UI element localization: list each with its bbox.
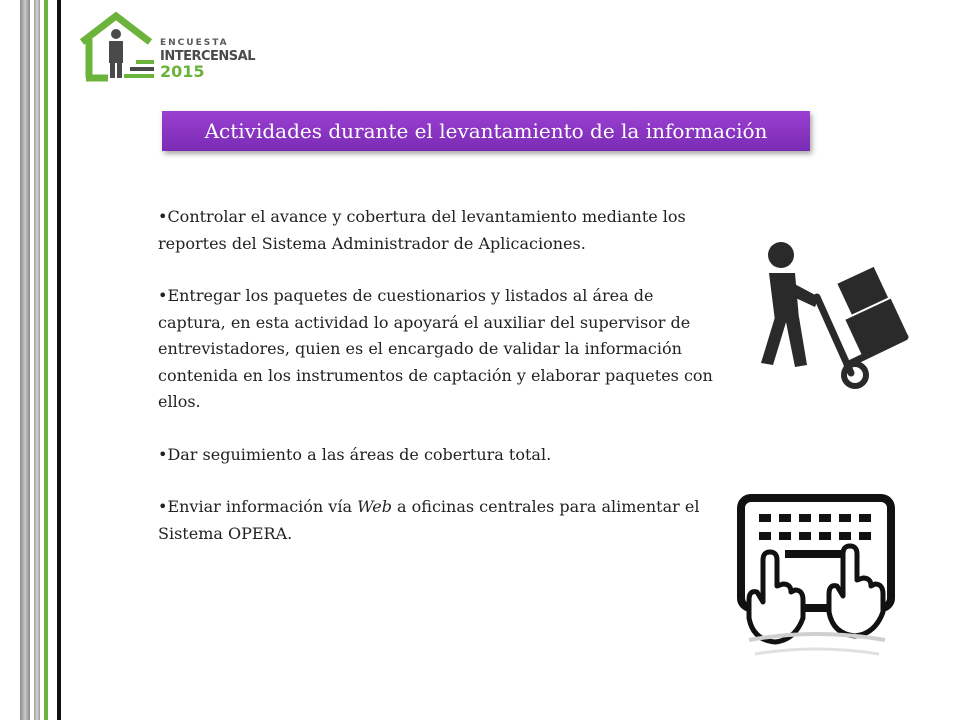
person-hand-truck-icon: [755, 237, 915, 397]
bullet-item: •Controlar el avance y cobertura del levantamiento mediante los reportes del Sistema Administrador de Aplicaciones.: [158, 207, 686, 253]
bullet-item: •Dar seguimiento a las áreas de cobertura total.: [158, 444, 552, 464]
bullet-item: •Enviar información vía Web a oficinas centrales para alimentar el Sistema OPERA.: [158, 497, 700, 543]
title-banner: [162, 111, 810, 151]
decorative-bar-black: [57, 0, 61, 720]
bullet-text: Dar seguimiento a las áreas de cobertura total.: [167, 444, 552, 464]
bullet-text: Entregar los paquetes de cuestionarios y listados al área de captura, en esta actividad lo apoyará el auxiliar del supervisor de entrevistadores, quien es el encargado de validar la información contenida en los instrumentos de captación y elaborar paquetes con ellos.: [158, 286, 713, 411]
slide-title: Actividades durante el levantamiento de la información: [204, 119, 768, 143]
bullet-item: •Entregar los paquetes de cuestionarios y listados al área de captura, en esta actividad lo apoyará el auxiliar del supervisor de entrevistadores, quien es el encargado de validar la información contenida en los instrumentos de captación y elaborar paquetes con ellos.: [158, 286, 713, 411]
bullet-text: Enviar información vía: [167, 497, 358, 516]
logo-text-intercensal: INTERCENSAL: [160, 49, 255, 64]
decorative-bar-grey-thin: [34, 0, 40, 720]
decorative-bar-grey: [20, 0, 30, 720]
logo-text-encuesta: ENCUESTA: [160, 38, 229, 48]
bullet-emphasis: Web: [357, 497, 392, 516]
bullet-text: Controlar el avance y cobertura del levantamiento mediante los reportes del Sistema Administrador de Aplicaciones.: [158, 207, 686, 253]
bullet-list: [158, 204, 718, 573]
logo-text-year: 2015: [160, 62, 205, 81]
decorative-bar-green: [44, 0, 48, 720]
house-person-icon: [78, 12, 158, 84]
bullet-text: a oficinas centrales para alimentar el Sistema OPERA.: [158, 497, 700, 543]
hands-typing-keyboard-icon: [735, 490, 905, 660]
